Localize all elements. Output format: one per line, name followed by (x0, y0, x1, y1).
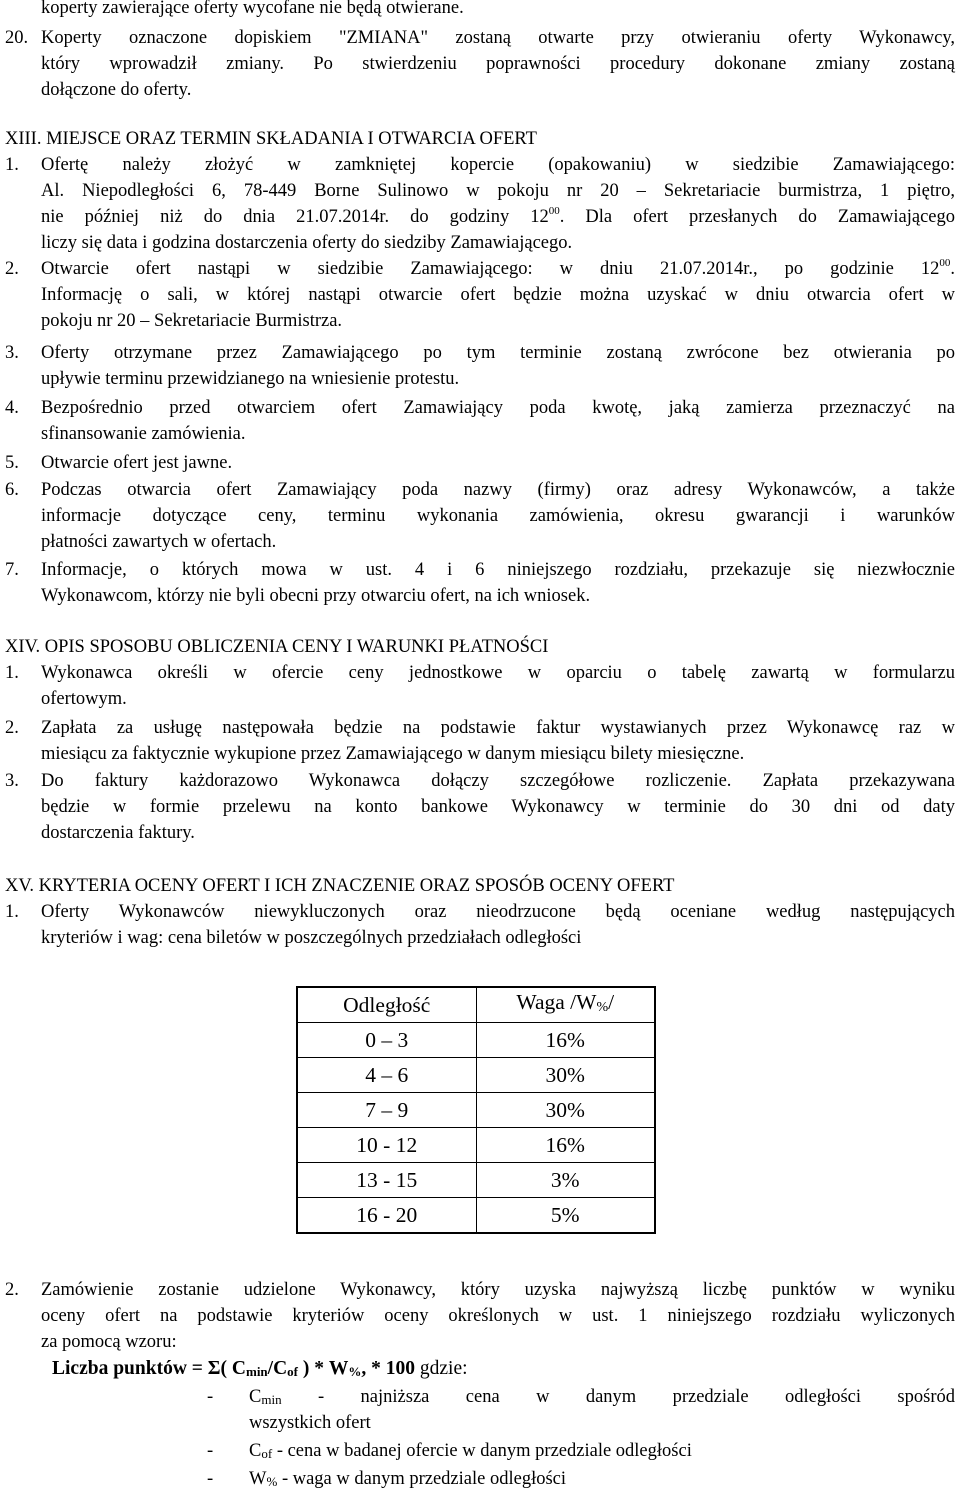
paragraph-line: Ofertę należy złożyć w zamkniętej kopercie (opakowaniu) w siedzibie Zamawiającego: (41, 155, 955, 175)
paragraph-line: Bezpośrednio przed otwarciem ofert Zamawiający poda kwotę, jaką zamierza przeznaczyć na (41, 398, 955, 418)
paragraph-line: który wprowadził zmiany. Po stwierdzeniu poprawności procedury dokonane zmiany zostaną (41, 54, 955, 74)
table-row (297, 1128, 655, 1163)
item-number: 2. (5, 718, 19, 738)
table-cell-weight: 30% (476, 1093, 655, 1128)
paragraph-line: ofertowym. (41, 689, 127, 709)
paragraph-line: Otwarcie ofert jest jawne. (41, 453, 233, 473)
table-cell-weight: 3% (476, 1163, 655, 1198)
paragraph-line: Wykonawca określi w ofercie ceny jednostkowe w oparciu o tabelę zawartą w formularzu (41, 663, 955, 683)
item-number: 1. (5, 902, 19, 922)
paragraph-line: upływie terminu przewidzianego na wniesienie protestu. (41, 369, 460, 389)
item-number: 4. (5, 398, 19, 418)
definition-cof: Cof - cena w badanej ofercie w danym przedziale odległości (249, 1441, 692, 1461)
table-header-weight: Waga /W%/ (476, 987, 655, 1023)
item-number: 3. (5, 771, 19, 791)
paragraph-line: Informację o sali, w której nastąpi otwarcie ofert będzie można uzyskać w dniu otwarcia ofert w (41, 285, 955, 305)
item-number: 7. (5, 560, 19, 580)
definition-weight: W% - waga w danym przedziale odległości (249, 1469, 567, 1489)
paragraph-line: oceny ofert na podstawie kryteriów oceny określonych w ust. 1 niniejszego rozdziału wyliczonych (41, 1306, 955, 1326)
item-number: 2. (5, 1280, 19, 1300)
table-row (297, 1058, 655, 1093)
paragraph-line: za pomocą wzoru: (41, 1332, 177, 1352)
paragraph-line: pokoju nr 20 – Sekretariacie Burmistrza. (41, 311, 343, 331)
definition-cmin: Cmin - najniższa cena w danym przedziale odległości spośród (249, 1387, 955, 1407)
item-number: 1. (5, 155, 19, 175)
table-cell-range: 0 – 3 (297, 1023, 476, 1058)
item-number: 5. (5, 453, 19, 473)
scoring-formula: Liczba punktów = Σ( Cmin/Cof ) * W%, * 100 gdzie: (52, 1358, 468, 1379)
section-heading: XIII. MIEJSCE ORAZ TERMIN SKŁADANIA I OTWARCIA OFERT (5, 129, 537, 149)
table-cell-range: 10 - 12 (297, 1128, 476, 1163)
paragraph-line: Zamówienie zostanie udzielone Wykonawcy, który uzyska najwyższą liczbę punktów w wyniku (41, 1280, 955, 1300)
paragraph-line: Informacje, o których mowa w ust. 4 i 6 niniejszego rozdziału, przekazuje się niezwłocznie (41, 560, 955, 580)
table-cell-weight: 16% (476, 1128, 655, 1163)
item-number: 3. (5, 343, 19, 363)
paragraph-line: sfinansowanie zamówienia. (41, 424, 246, 444)
paragraph-line: nie później niż do dnia 21.07.2014r. do godziny $12^{00}$. Dla ofert przesłanych do Zamawiającego (41, 205, 956, 227)
item-number: 20. (5, 28, 29, 48)
paragraph-line: Zapłata za usługę następowała będzie na podstawie faktur wystawianych przez Wykonawcę raz w (41, 718, 955, 738)
paragraph-line: będzie w formie przelewu na konto bankowe Wykonawcy w terminie do 30 dni od daty (41, 797, 955, 817)
paragraph-line: koperty zawierające oferty wycofane nie będą otwierane. (41, 0, 464, 18)
definition-cmin-continued: wszystkich ofert (249, 1413, 371, 1433)
table-row (297, 1023, 655, 1058)
paragraph-line: Oferty otrzymane przez Zamawiającego po tym terminie zostaną zwrócone bez otwierania po (41, 343, 955, 363)
paragraph-line: Oferty Wykonawców niewykluczonych oraz nieodrzucone będą oceniane według następujących (41, 902, 955, 922)
table-cell-weight: 5% (476, 1198, 655, 1234)
table-cell-weight: 30% (476, 1058, 655, 1093)
list-dash: - (207, 1441, 214, 1461)
table-cell-range: 4 – 6 (297, 1058, 476, 1093)
section-heading: XV. KRYTERIA OCENY OFERT I ICH ZNACZENIE ORAZ SPOSÓB OCENY OFERT (5, 876, 675, 896)
paragraph-line: dołączone do oferty. (41, 80, 192, 100)
table-header-row (297, 987, 655, 1023)
table-row (297, 1198, 655, 1234)
paragraph-line: informacje dotyczące ceny, terminu wykonania zamówienia, okresu gwarancji i warunków (41, 506, 955, 526)
item-number: 6. (5, 480, 19, 500)
table-row (297, 1163, 655, 1198)
table-cell-range: 13 - 15 (297, 1163, 476, 1198)
paragraph-line: liczy się data i godzina dostarczenia oferty do siedziby Zamawiającego. (41, 233, 573, 253)
item-number: 2. (5, 259, 19, 279)
paragraph-line: kryteriów i wag: cena biletów w poszczególnych przedziałach odległości (41, 928, 582, 948)
paragraph-line: Do faktury każdorazowo Wykonawca dołączy szczegółowe rozliczenie. Zapłata przekazywana (41, 771, 955, 791)
list-dash: - (207, 1469, 214, 1489)
paragraph-line: Podczas otwarcia ofert Zamawiający poda nazwy (firmy) oraz adresy Wykonawców, a także (41, 480, 955, 500)
paragraph-line: płatności zawartych w ofertach. (41, 532, 277, 552)
paragraph-line: Otwarcie ofert nastąpi w siedzibie Zamawiającego: w dniu 21.07.2014r., po godzinie $12^{00}$. (41, 257, 955, 279)
section-heading: XIV. OPIS SPOSOBU OBLICZENIA CENY I WARUNKI PŁATNOŚCI (5, 637, 549, 657)
table-row (297, 1093, 655, 1128)
criteria-table (296, 986, 656, 1234)
paragraph-line: dostarczenia faktury. (41, 823, 195, 843)
paragraph-line: Al. Niepodległości 6, 78-449 Borne Sulinowo w pokoju nr 20 – Sekretariacie burmistrza, 1 piętro, (41, 181, 955, 201)
list-dash: - (207, 1387, 214, 1407)
table-cell-range: 16 - 20 (297, 1198, 476, 1234)
paragraph-line: Wykonawcom, którzy nie byli obecni przy otwarciu ofert, na ich wniosek. (41, 586, 591, 606)
table-header-distance: Odległość (297, 987, 476, 1023)
table-cell-weight: 16% (476, 1023, 655, 1058)
paragraph-line: miesiącu za faktycznie wykupione przez Zamawiającego w danym miesiącu bilety miesięczne. (41, 744, 745, 764)
table-cell-range: 7 – 9 (297, 1093, 476, 1128)
item-number: 1. (5, 663, 19, 683)
paragraph-line: Koperty oznaczone dopiskiem "ZMIANA" zostaną otwarte przy otwieraniu oferty Wykonawcy, (41, 28, 955, 48)
